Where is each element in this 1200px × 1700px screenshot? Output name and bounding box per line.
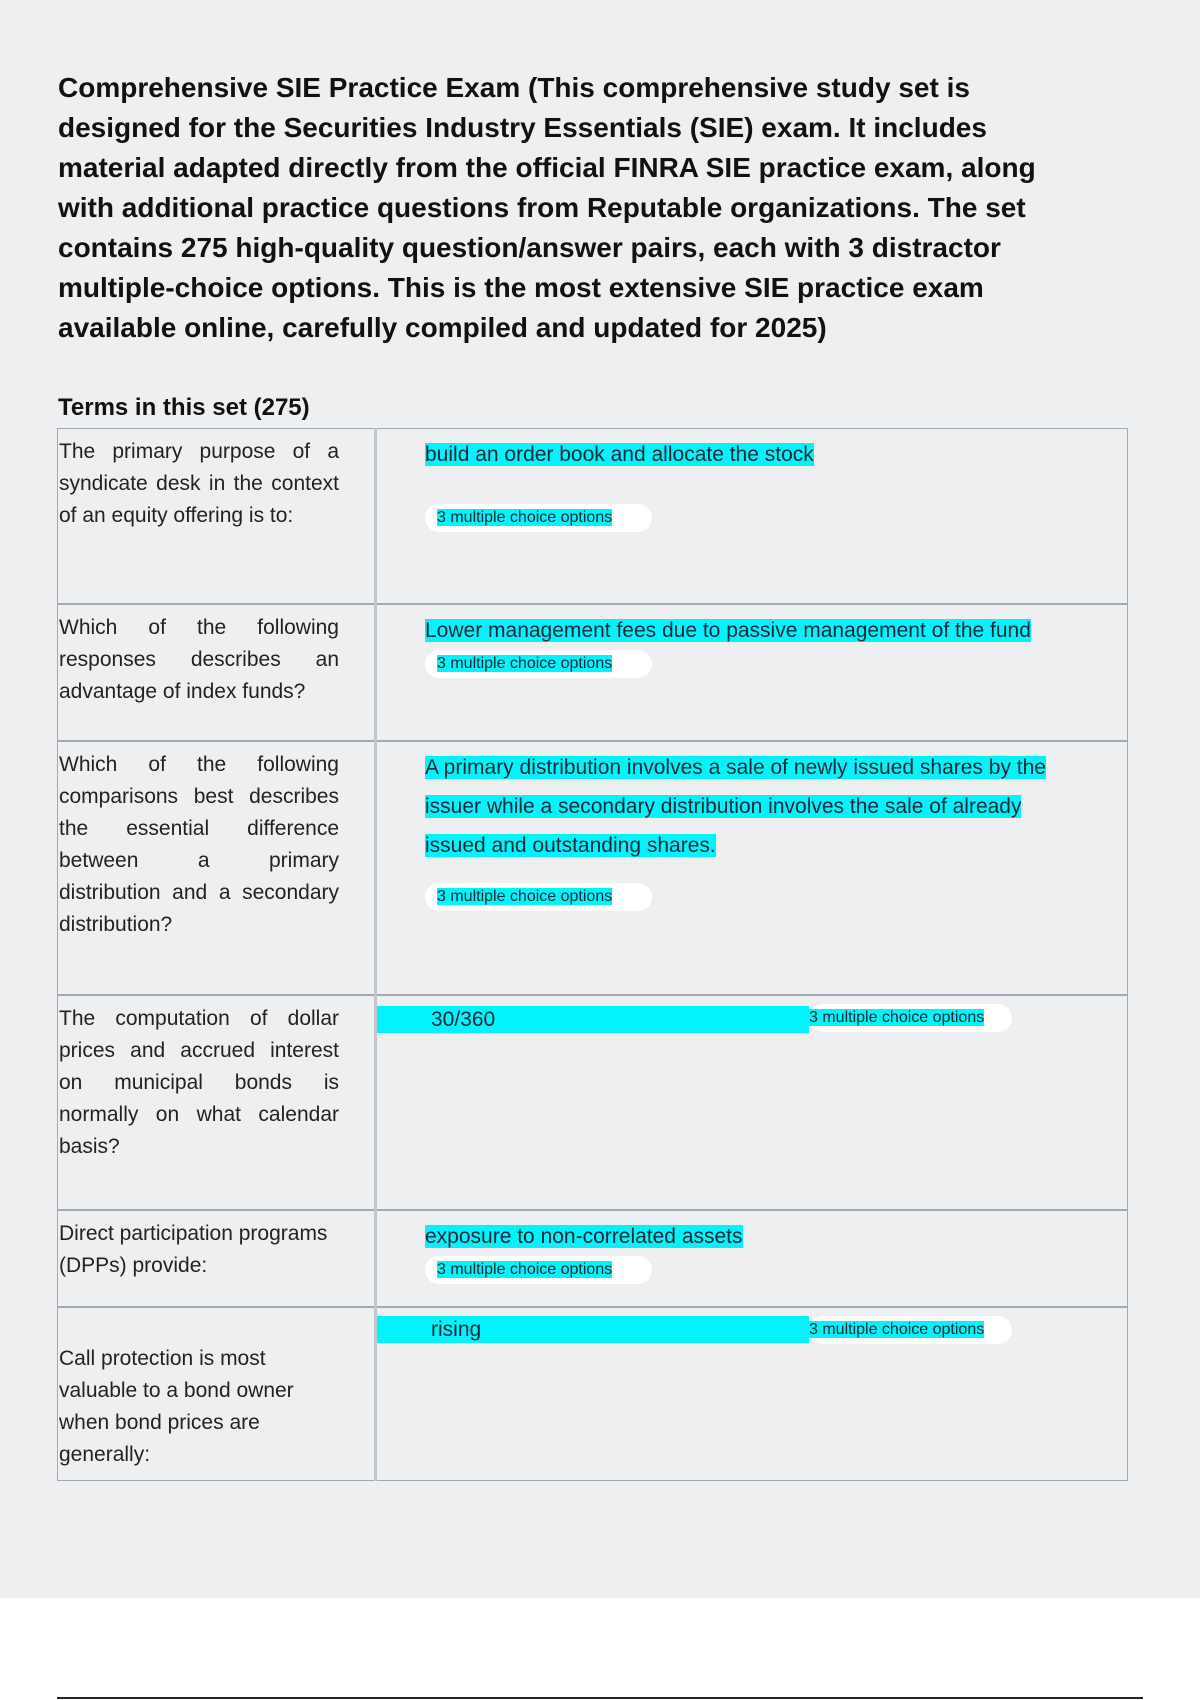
answer-text (425, 748, 1050, 865)
multiple-choice-options-button[interactable] (809, 1004, 1012, 1032)
multiple-choice-options-button[interactable] (425, 1256, 652, 1284)
question-cell (58, 429, 376, 604)
answer-text (425, 435, 1050, 474)
question-text: Which of the following comparisons best describes the essential difference between a primary distribution and a secondary distribution? (59, 752, 339, 936)
answer-cell (376, 741, 1128, 995)
answer-cell (376, 995, 1128, 1210)
question-cell (58, 1307, 376, 1481)
multiple-choice-options-button[interactable] (425, 504, 652, 532)
multiple-choice-options-button[interactable] (809, 1316, 1012, 1344)
answer-highlight: Lower management fees due to passive management of the fund (425, 618, 1031, 642)
multiple-choice-options-label: 3 multiple choice options (437, 509, 613, 526)
term-row (58, 1210, 1128, 1307)
multiple-choice-options-button[interactable] (425, 650, 652, 678)
terms-heading: Terms in this set (275) (58, 394, 310, 421)
terms-table (57, 428, 1128, 1481)
answer-highlight: A primary distribution involves a sale of newly issued shares by the issuer while a secondary distribution involves the sale of already issued and outstanding shares. (425, 755, 1046, 857)
question-cell (58, 1210, 376, 1307)
answer-highlight: 30/360 (377, 1006, 809, 1033)
document-title: Comprehensive SIE Practice Exam (This comprehensive study set is designed for the Securities Industry Essentials (SIE) exam. It includes material adapted directly from the official FINRA SIE practice exam, along with additional practice questions from Reputable organizations. The set contains 275 high-quality question/answer pairs, each with 3 distractor multiple-choice options. This is the most extensive SIE practice exam available online, carefully compiled and updated for 2025) (58, 72, 1036, 343)
question-text: Which of the following responses describes an advantage of index funds? (59, 615, 339, 703)
question-text: The primary purpose of a syndicate desk in the context of an equity offering is to: (59, 440, 339, 527)
answer-cell (376, 604, 1128, 741)
term-row (58, 995, 1128, 1210)
question-text: The computation of dollar prices and accrued interest on municipal bonds is normally on what calendar basis? (59, 1006, 339, 1158)
term-row (58, 604, 1128, 741)
multiple-choice-options-label: 3 multiple choice options (437, 1260, 613, 1278)
term-row (58, 741, 1128, 995)
answer-cell (376, 1210, 1128, 1307)
answer-cell (376, 429, 1128, 604)
answer-cell (376, 1307, 1128, 1481)
question-cell (58, 604, 376, 741)
term-row (58, 1307, 1128, 1481)
answer-highlight: build an order book and allocate the stock (425, 443, 814, 466)
multiple-choice-options-label: 3 multiple choice options (437, 654, 613, 672)
multiple-choice-options-label: 3 multiple choice options (437, 887, 613, 905)
question-cell (58, 741, 376, 995)
multiple-choice-options-label: 3 multiple choice options (809, 1008, 985, 1026)
answer-text (425, 611, 1050, 650)
answer-highlight: rising (377, 1316, 809, 1343)
term-row (58, 429, 1128, 604)
answer-highlight: exposure to non-correlated assets (425, 1224, 743, 1248)
multiple-choice-options-label: 3 multiple choice options (809, 1320, 985, 1338)
question-text: Direct participation programs (DPPs) provide: (59, 1221, 328, 1277)
question-cell (58, 995, 376, 1210)
question-text: Call protection is most valuable to a bond owner when bond prices are generally: (59, 1346, 294, 1466)
footer-divider (57, 1697, 1143, 1699)
multiple-choice-options-button[interactable] (425, 883, 652, 911)
answer-text (425, 1217, 1050, 1256)
